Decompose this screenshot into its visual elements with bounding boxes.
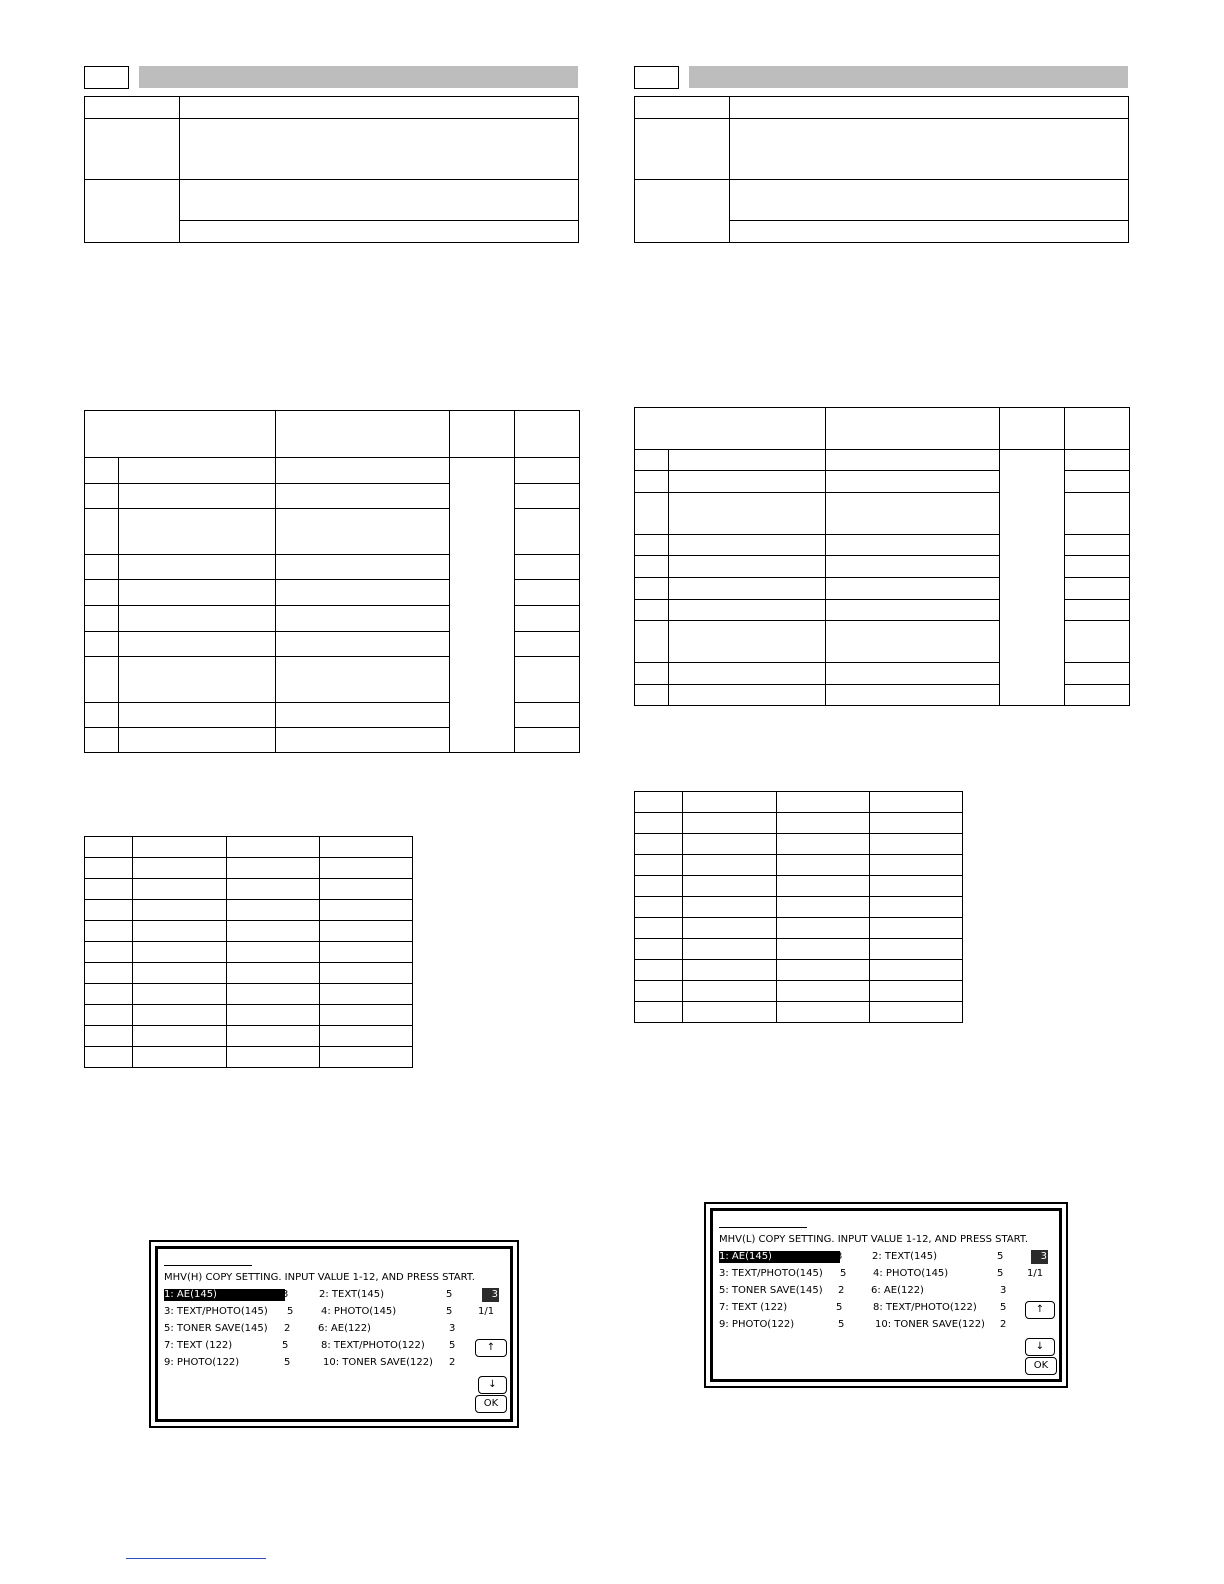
table-row <box>85 858 413 879</box>
table-cell <box>683 1002 777 1023</box>
left-item-5-value: 2 <box>284 1323 291 1334</box>
right-scroll-up-button[interactable]: ↑ <box>1025 1301 1055 1319</box>
table-cell <box>870 939 963 960</box>
table-cell <box>826 493 1000 535</box>
right-title-bar <box>689 66 1128 88</box>
table-cell <box>276 606 450 632</box>
right-item-6-value: 3 <box>1000 1285 1007 1296</box>
table-cell <box>227 921 320 942</box>
table-cell <box>515 555 580 580</box>
table-cell <box>276 458 450 484</box>
table-cell <box>683 876 777 897</box>
left-lcd-screen <box>149 1240 519 1428</box>
table-cell <box>119 606 276 632</box>
table-cell <box>320 963 413 984</box>
table-cell <box>227 1005 320 1026</box>
left-code-box <box>84 66 129 89</box>
table-row <box>85 1026 413 1047</box>
table-cell <box>85 632 119 657</box>
right-ok-button[interactable]: OK <box>1025 1357 1057 1375</box>
table-row <box>635 792 963 813</box>
right-item-5-value: 2 <box>838 1285 845 1296</box>
table-cell <box>635 685 669 706</box>
table-cell <box>320 879 413 900</box>
table-cell <box>119 484 276 509</box>
left-item-9-value: 5 <box>284 1357 291 1368</box>
table-cell <box>635 97 730 119</box>
table-cell <box>320 1026 413 1047</box>
right-item-3-label[interactable]: 3: TEXT/PHOTO(145) <box>719 1268 823 1279</box>
table-cell <box>635 600 669 621</box>
table-cell <box>870 855 963 876</box>
table-cell <box>683 960 777 981</box>
right-value-table <box>634 791 963 1023</box>
right-item-7-value: 5 <box>836 1302 843 1313</box>
table-cell <box>635 897 683 918</box>
left-item-7-label[interactable]: 7: TEXT (122) <box>164 1340 233 1351</box>
table-cell <box>227 837 320 858</box>
table-cell <box>826 600 1000 621</box>
table-cell <box>227 900 320 921</box>
table-cell <box>85 119 180 180</box>
table-cell <box>133 984 227 1005</box>
table-cell <box>119 580 276 606</box>
footer-link-underline <box>126 1558 266 1559</box>
table-cell <box>1065 493 1130 535</box>
table-row <box>85 1047 413 1068</box>
table-cell <box>730 119 1129 180</box>
table-cell <box>669 450 826 471</box>
table-cell <box>635 834 683 855</box>
table-cell <box>85 97 180 119</box>
table-cell <box>133 858 227 879</box>
table-cell <box>777 939 870 960</box>
table-cell <box>133 1005 227 1026</box>
table-cell <box>515 509 580 555</box>
table-cell <box>85 837 133 858</box>
table-cell <box>320 1005 413 1026</box>
table-cell <box>227 1047 320 1068</box>
left-scroll-up-button[interactable]: ↑ <box>475 1339 507 1357</box>
left-item-2-value: 5 <box>446 1289 453 1300</box>
right-scroll-down-button[interactable]: ↓ <box>1025 1338 1055 1356</box>
table-cell <box>320 942 413 963</box>
table-cell <box>320 900 413 921</box>
table-cell <box>320 984 413 1005</box>
table-cell <box>227 879 320 900</box>
table-row <box>85 837 413 858</box>
table-cell <box>85 879 133 900</box>
table-cell <box>1065 408 1130 450</box>
table-cell <box>85 411 276 458</box>
left-item-3-value: 5 <box>287 1306 294 1317</box>
right-item-2-label[interactable]: 2: TEXT(145) <box>872 1251 938 1262</box>
left-scroll-down-button[interactable]: ↓ <box>478 1376 507 1394</box>
table-row <box>635 876 963 897</box>
table-cell <box>826 578 1000 600</box>
left-item-4-label[interactable]: 4: PHOTO(145) <box>321 1306 397 1317</box>
table-cell <box>133 963 227 984</box>
table-cell <box>1065 621 1130 663</box>
table-cell <box>85 921 133 942</box>
table-cell <box>276 509 450 555</box>
table-row <box>635 834 963 855</box>
table-cell <box>635 408 826 450</box>
left-selected-value: 3 <box>482 1288 499 1302</box>
table-cell <box>119 632 276 657</box>
table-cell <box>85 963 133 984</box>
table-cell <box>635 960 683 981</box>
table-cell <box>227 963 320 984</box>
table-cell <box>669 600 826 621</box>
table-cell <box>826 685 1000 706</box>
table-cell <box>1000 408 1065 450</box>
table-cell <box>1065 600 1130 621</box>
table-row <box>85 984 413 1005</box>
table-cell <box>1000 450 1065 706</box>
left-item-4-value: 5 <box>446 1306 453 1317</box>
table-cell <box>635 471 669 493</box>
table-cell <box>777 813 870 834</box>
right-header-table <box>634 96 1129 243</box>
table-cell <box>635 876 683 897</box>
table-cell <box>669 535 826 556</box>
right-item-5-label[interactable]: 5: TONER SAVE(145) <box>719 1285 823 1296</box>
table-cell <box>777 855 870 876</box>
table-cell <box>635 180 730 243</box>
table-cell <box>635 939 683 960</box>
table-cell <box>683 813 777 834</box>
table-cell <box>119 555 276 580</box>
table-cell <box>1065 578 1130 600</box>
table-cell <box>133 942 227 963</box>
table-cell <box>515 728 580 753</box>
left-title-bar <box>139 66 578 88</box>
right-item-3-value: 5 <box>840 1268 847 1279</box>
table-cell <box>85 942 133 963</box>
left-item-8-value: 5 <box>449 1340 456 1351</box>
table-cell <box>180 180 579 221</box>
left-item-8-label[interactable]: 8: TEXT/PHOTO(122) <box>321 1340 425 1351</box>
right-item-8-value: 5 <box>1000 1302 1007 1313</box>
table-cell <box>450 458 515 753</box>
table-cell <box>180 97 579 119</box>
table-cell <box>276 728 450 753</box>
table-cell <box>730 180 1129 221</box>
table-cell <box>85 703 119 728</box>
table-cell <box>683 834 777 855</box>
table-cell <box>119 509 276 555</box>
table-cell <box>870 918 963 939</box>
table-cell <box>870 792 963 813</box>
right-item-4-value: 5 <box>997 1268 1004 1279</box>
table-cell <box>133 921 227 942</box>
table-cell <box>669 663 826 685</box>
right-item-7-label[interactable]: 7: TEXT (122) <box>719 1302 788 1313</box>
right-selected-value: 3 <box>1031 1250 1048 1264</box>
table-cell <box>227 984 320 1005</box>
table-cell <box>85 900 133 921</box>
table-cell <box>119 657 276 703</box>
table-cell <box>635 792 683 813</box>
table-cell <box>669 493 826 535</box>
right-lcd-panel <box>710 1208 1062 1382</box>
table-cell <box>119 728 276 753</box>
left-lcd-panel <box>155 1246 513 1422</box>
left-settings-table <box>84 410 580 753</box>
table-cell <box>276 411 450 458</box>
table-cell <box>870 876 963 897</box>
table-cell <box>119 458 276 484</box>
right-item-1-value: 3 <box>836 1251 843 1262</box>
table-cell <box>85 728 119 753</box>
table-cell <box>85 509 119 555</box>
table-cell <box>85 555 119 580</box>
table-cell <box>635 450 669 471</box>
table-cell <box>683 855 777 876</box>
table-cell <box>826 471 1000 493</box>
table-cell <box>635 813 683 834</box>
table-cell <box>1065 450 1130 471</box>
table-cell <box>180 119 579 180</box>
table-cell <box>133 879 227 900</box>
table-cell <box>85 180 180 243</box>
table-cell <box>1065 471 1130 493</box>
right-item-9-label[interactable]: 9: PHOTO(122) <box>719 1319 795 1330</box>
table-cell <box>635 535 669 556</box>
table-cell <box>515 580 580 606</box>
table-cell <box>515 484 580 509</box>
table-cell <box>320 837 413 858</box>
table-cell <box>635 556 669 578</box>
table-cell <box>683 981 777 1002</box>
table-cell <box>1065 556 1130 578</box>
right-item-2-value: 5 <box>997 1251 1004 1262</box>
left-page-indicator: 1/1 <box>478 1306 495 1317</box>
table-cell <box>1065 685 1130 706</box>
table-cell <box>669 578 826 600</box>
left-item-10-value: 2 <box>449 1357 456 1368</box>
table-cell <box>777 834 870 855</box>
table-cell <box>683 918 777 939</box>
table-cell <box>635 621 669 663</box>
table-cell <box>635 1002 683 1023</box>
table-cell <box>85 858 133 879</box>
table-cell <box>826 556 1000 578</box>
table-cell <box>870 813 963 834</box>
right-screen-heading: MHV(L) COPY SETTING. INPUT VALUE 1-12, AND PRESS START. <box>719 1234 1028 1245</box>
left-heading-underline <box>164 1265 252 1266</box>
table-cell <box>276 657 450 703</box>
table-cell <box>515 458 580 484</box>
table-cell <box>777 1002 870 1023</box>
table-cell <box>515 657 580 703</box>
table-cell <box>180 221 579 243</box>
table-cell <box>635 578 669 600</box>
table-cell <box>450 411 515 458</box>
table-cell <box>227 1026 320 1047</box>
table-row <box>635 960 963 981</box>
right-item-9-value: 5 <box>838 1319 845 1330</box>
table-cell <box>276 555 450 580</box>
table-cell <box>635 119 730 180</box>
table-cell <box>730 97 1129 119</box>
table-cell <box>669 471 826 493</box>
table-cell <box>730 221 1129 243</box>
table-row <box>85 879 413 900</box>
table-cell <box>133 1047 227 1068</box>
left-value-table <box>84 836 413 1068</box>
table-row <box>635 897 963 918</box>
left-item-10-label[interactable]: 10: TONER SAVE(122) <box>323 1357 433 1368</box>
table-cell <box>85 458 119 484</box>
table-cell <box>1065 663 1130 685</box>
table-row <box>85 1005 413 1026</box>
table-row <box>85 963 413 984</box>
table-cell <box>777 918 870 939</box>
table-cell <box>85 657 119 703</box>
table-cell <box>320 921 413 942</box>
table-cell <box>85 1026 133 1047</box>
left-item-9-label[interactable]: 9: PHOTO(122) <box>164 1357 240 1368</box>
table-cell <box>683 792 777 813</box>
table-cell <box>85 606 119 632</box>
right-settings-table <box>634 407 1130 706</box>
table-cell <box>133 837 227 858</box>
table-cell <box>826 535 1000 556</box>
left-item-7-value: 5 <box>282 1340 289 1351</box>
table-cell <box>870 981 963 1002</box>
right-code-box <box>634 66 679 89</box>
left-item-1-label[interactable]: 1: AE(145) <box>164 1289 285 1301</box>
table-cell <box>826 663 1000 685</box>
table-cell <box>276 703 450 728</box>
table-row <box>85 900 413 921</box>
table-cell <box>515 703 580 728</box>
left-item-1-value: 3 <box>282 1289 289 1300</box>
table-cell <box>320 1047 413 1068</box>
table-row <box>635 981 963 1002</box>
left-screen-heading: MHV(H) COPY SETTING. INPUT VALUE 1-12, AND PRESS START. <box>164 1272 475 1283</box>
table-cell <box>85 580 119 606</box>
table-cell <box>777 960 870 981</box>
table-cell <box>635 918 683 939</box>
table-cell <box>276 580 450 606</box>
table-cell <box>669 556 826 578</box>
right-item-8-label[interactable]: 8: TEXT/PHOTO(122) <box>873 1302 977 1313</box>
table-cell <box>826 450 1000 471</box>
table-cell <box>683 939 777 960</box>
table-cell <box>777 897 870 918</box>
table-row <box>635 855 963 876</box>
table-cell <box>119 703 276 728</box>
right-lcd-screen <box>704 1202 1068 1388</box>
table-cell <box>515 411 580 458</box>
left-ok-button[interactable]: OK <box>475 1395 507 1413</box>
table-row <box>635 918 963 939</box>
right-item-10-label[interactable]: 10: TONER SAVE(122) <box>875 1319 985 1330</box>
table-cell <box>777 876 870 897</box>
table-cell <box>777 792 870 813</box>
table-cell <box>635 663 669 685</box>
left-header-table <box>84 96 579 243</box>
right-item-1-label[interactable]: 1: AE(145) <box>719 1251 840 1263</box>
table-cell <box>870 834 963 855</box>
left-item-6-label[interactable]: 6: AE(122) <box>318 1323 371 1334</box>
table-row <box>635 939 963 960</box>
table-cell <box>515 606 580 632</box>
left-item-2-label[interactable]: 2: TEXT(145) <box>319 1289 385 1300</box>
table-cell <box>320 858 413 879</box>
table-cell <box>133 900 227 921</box>
table-cell <box>276 632 450 657</box>
table-row <box>85 942 413 963</box>
table-cell <box>635 981 683 1002</box>
table-cell <box>826 621 1000 663</box>
table-row <box>635 813 963 834</box>
left-item-6-value: 3 <box>449 1323 456 1334</box>
table-cell <box>85 984 133 1005</box>
left-item-5-label[interactable]: 5: TONER SAVE(145) <box>164 1323 268 1334</box>
table-cell <box>669 685 826 706</box>
table-cell <box>870 897 963 918</box>
table-cell <box>85 1005 133 1026</box>
table-cell <box>133 1026 227 1047</box>
table-cell <box>515 632 580 657</box>
right-item-4-label[interactable]: 4: PHOTO(145) <box>873 1268 949 1279</box>
table-cell <box>683 897 777 918</box>
table-row <box>85 921 413 942</box>
table-cell <box>635 493 669 535</box>
table-cell <box>227 858 320 879</box>
right-item-6-label[interactable]: 6: AE(122) <box>871 1285 924 1296</box>
table-cell <box>669 621 826 663</box>
table-cell <box>1065 535 1130 556</box>
table-cell <box>227 942 320 963</box>
table-cell <box>826 408 1000 450</box>
table-cell <box>870 960 963 981</box>
table-row <box>635 1002 963 1023</box>
table-cell <box>777 981 870 1002</box>
table-cell <box>276 484 450 509</box>
right-page-indicator: 1/1 <box>1027 1268 1044 1279</box>
left-item-3-label[interactable]: 3: TEXT/PHOTO(145) <box>164 1306 268 1317</box>
table-cell <box>85 484 119 509</box>
right-heading-underline <box>719 1227 807 1228</box>
table-cell <box>85 1047 133 1068</box>
table-cell <box>635 855 683 876</box>
right-item-10-value: 2 <box>1000 1319 1007 1330</box>
table-cell <box>870 1002 963 1023</box>
